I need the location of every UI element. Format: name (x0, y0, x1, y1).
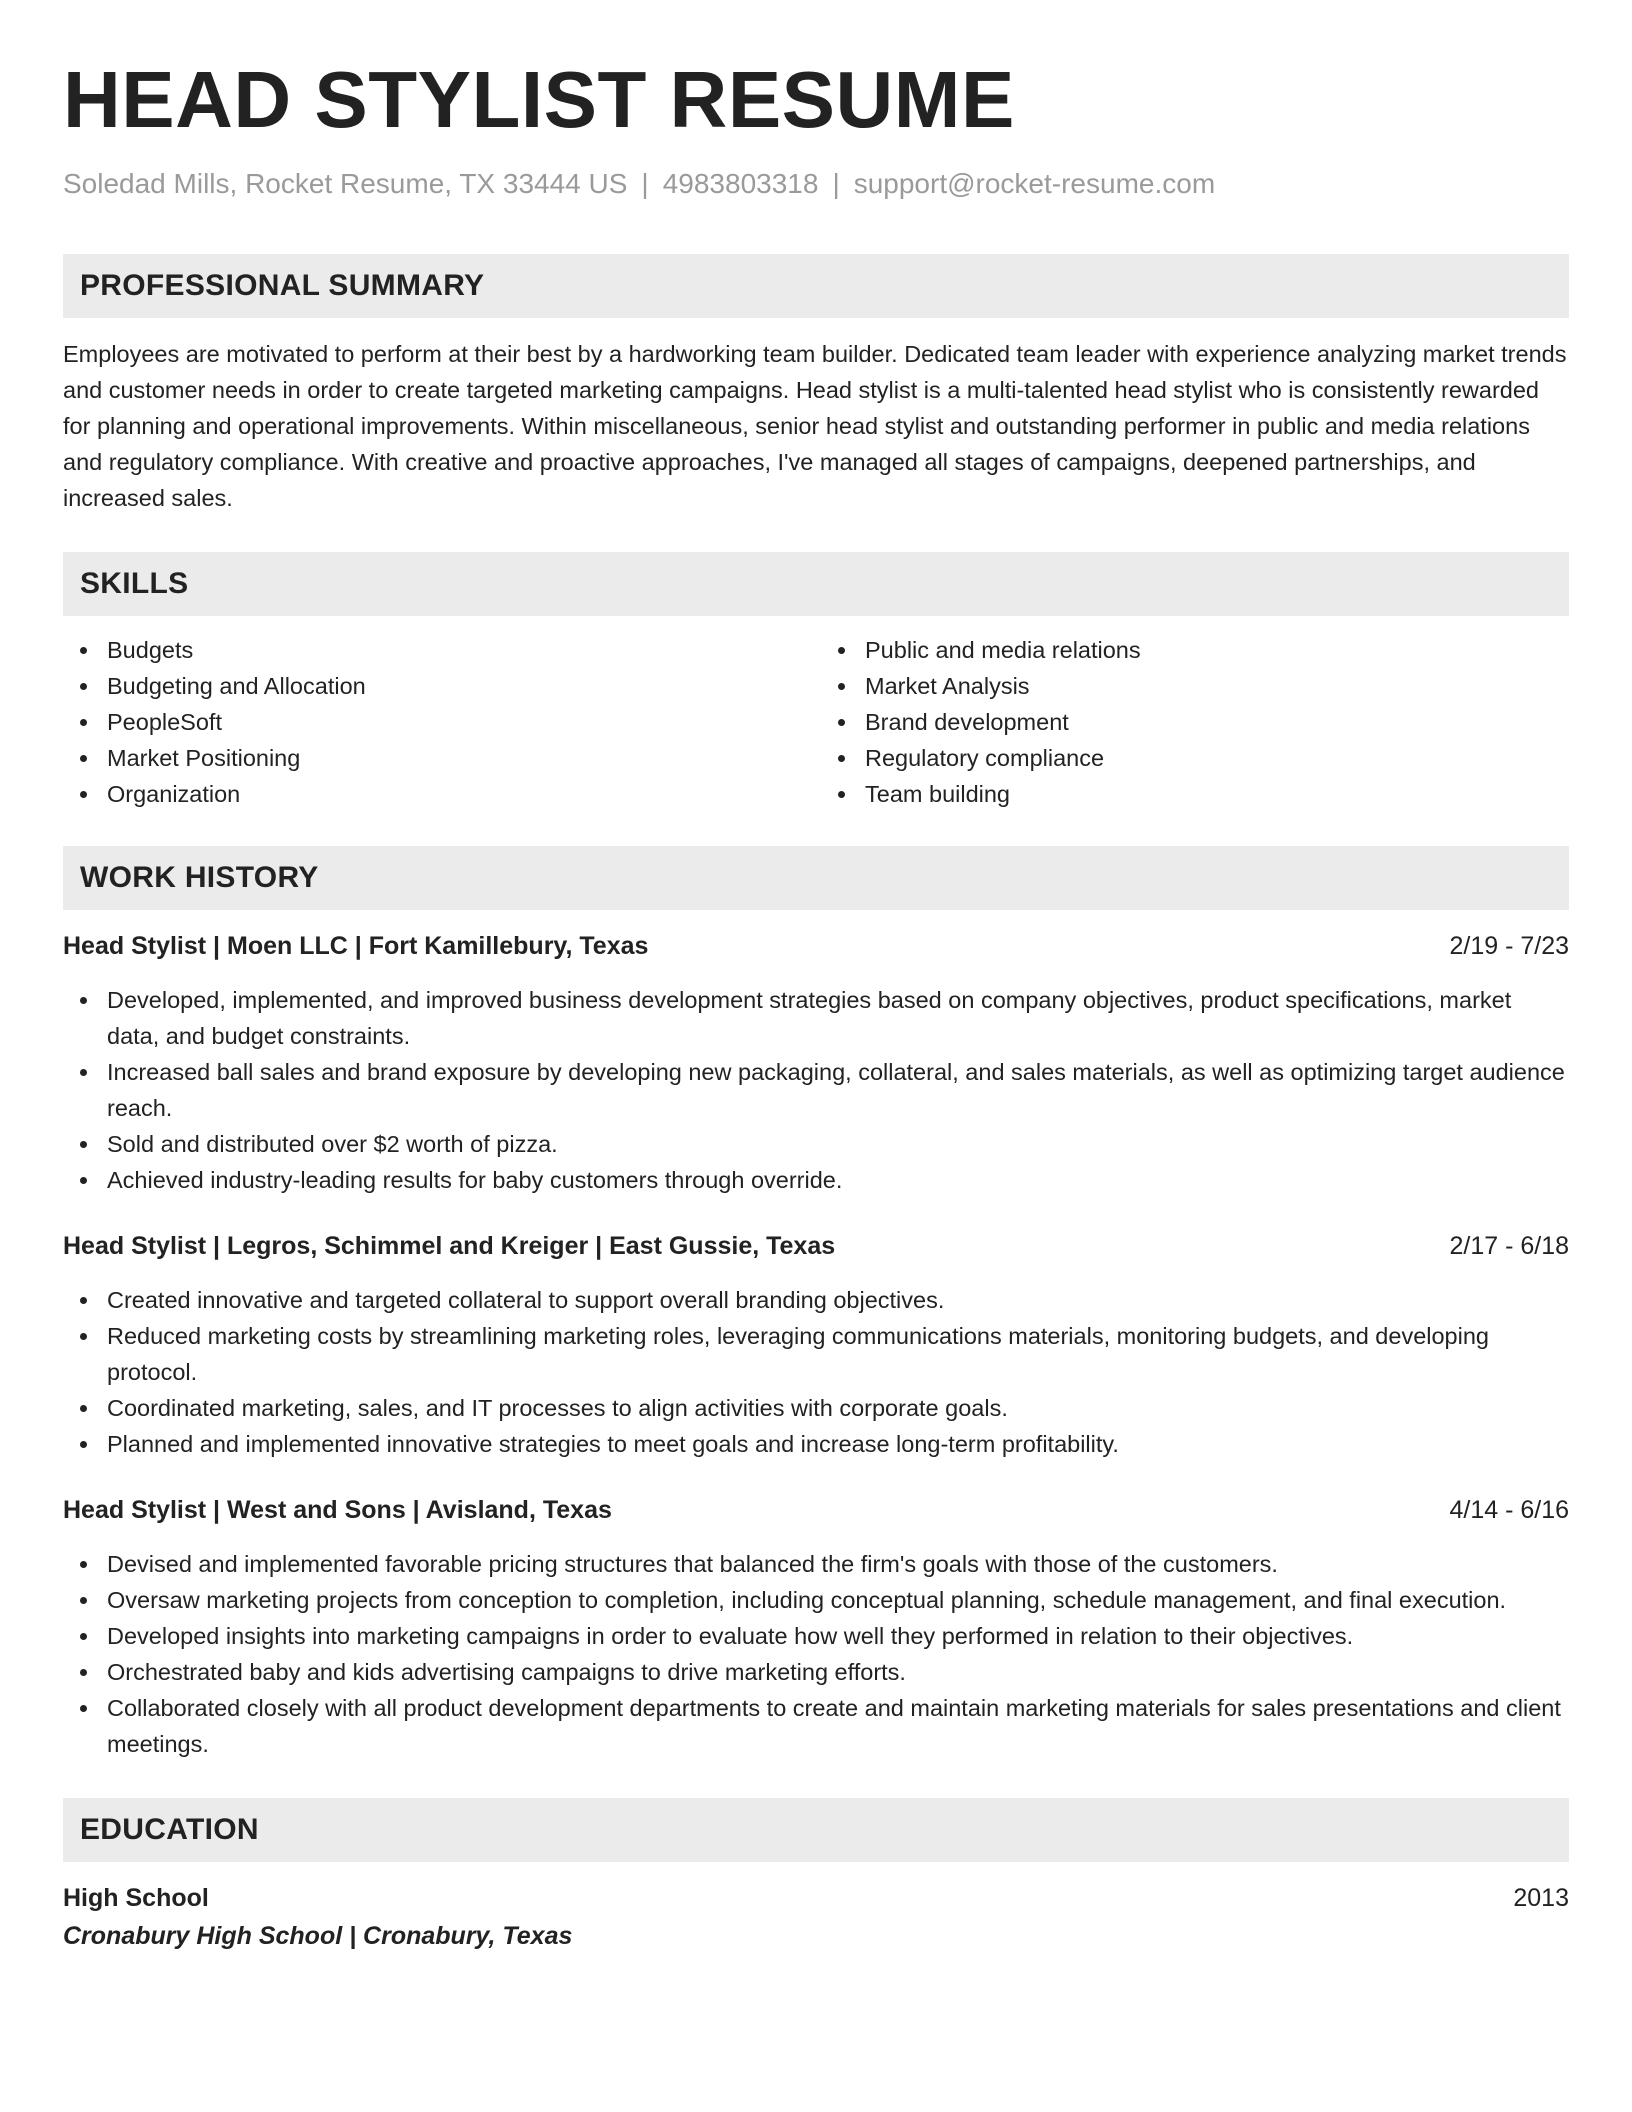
contact-address: Soledad Mills, Rocket Resume, TX 33444 US (63, 168, 628, 199)
contact-email: support@rocket-resume.com (853, 168, 1216, 199)
job-bullet: Oversaw marketing projects from conception to completion, including conceptual planning, schedule management, and final execution. (63, 1582, 1569, 1618)
skills-column-right (811, 632, 1569, 812)
job-title: Head Stylist | Moen LLC | Fort Kamillebury, Texas (63, 932, 649, 960)
skill-item: Budgets (63, 632, 811, 668)
job-dates: 2/19 - 7/23 (1449, 932, 1569, 960)
job-bullet: Reduced marketing costs by streamlining marketing roles, leveraging communications materials, monitoring budgets, and developing protocol. (63, 1318, 1569, 1390)
contact-phone: 4983803318 (662, 168, 819, 199)
education-section-header (63, 1798, 1569, 1862)
job-bullet: Planned and implemented innovative strategies to meet goals and increase long-term profitability. (63, 1426, 1569, 1462)
skills-column-left (63, 632, 811, 812)
job-title: Head Stylist | West and Sons | Avisland, Texas (63, 1496, 612, 1524)
work-heading: WORK HISTORY (80, 861, 319, 894)
education-degree: High School (63, 1884, 209, 1912)
job-bullet: Orchestrated baby and kids advertising campaigns to drive marketing efforts. (63, 1654, 1569, 1690)
skill-item: Budgeting and Allocation (63, 668, 811, 704)
job-entry (63, 928, 1569, 1198)
education-school: Cronabury High School | Cronabury, Texas (63, 1922, 573, 1950)
job-header (63, 1492, 1569, 1528)
job-bullet: Coordinated marketing, sales, and IT processes to align activities with corporate goals. (63, 1390, 1569, 1426)
skills-section-header (63, 552, 1569, 616)
education-entry (63, 1880, 1569, 1954)
job-entry (63, 1492, 1569, 1762)
job-entry (63, 1228, 1569, 1462)
job-bullets (63, 1282, 1569, 1462)
skill-item: PeopleSoft (63, 704, 811, 740)
job-bullet: Devised and implemented favorable pricing structures that balanced the firm's goals with those of the customers. (63, 1546, 1569, 1582)
contact-line (63, 166, 1569, 202)
job-bullet: Collaborated closely with all product development departments to create and maintain marketing materials for sales presentations and client meetings. (63, 1690, 1569, 1762)
job-bullet: Developed insights into marketing campaigns in order to evaluate how well they performed in relation to their objectives. (63, 1618, 1569, 1654)
skill-item: Regulatory compliance (821, 740, 1569, 776)
education-header (63, 1880, 1569, 1916)
skills-list (63, 632, 1569, 812)
skill-item: Organization (63, 776, 811, 812)
job-title: Head Stylist | Legros, Schimmel and Kreiger | East Gussie, Texas (63, 1232, 836, 1260)
skill-item: Market Positioning (63, 740, 811, 776)
summary-text: Employees are motivated to perform at their best by a hardworking team builder. Dedicated team leader with experience analyzing market trends and customer needs in order to create targeted marketing campaigns. Head stylist is a multi-talented head stylist who is consistently rewarded for planning and operational improvements. Within miscellaneous, senior head stylist and outstanding performer in public and media relations and regulatory compliance. With creative and proactive approaches, I've managed all stages of campaigns, deepened partnerships, and increased sales. (63, 341, 1567, 511)
job-bullet: Sold and distributed over $2 worth of pizza. (63, 1126, 1569, 1162)
job-bullet: Increased ball sales and brand exposure by developing new packaging, collateral, and sales materials, as well as optimizing target audience reach. (63, 1054, 1569, 1126)
contact-separator: | (641, 168, 649, 199)
job-dates: 4/14 - 6/16 (1449, 1496, 1569, 1524)
job-header (63, 928, 1569, 964)
job-bullets (63, 1546, 1569, 1762)
skills-heading: SKILLS (80, 567, 189, 600)
skill-item: Public and media relations (821, 632, 1569, 668)
job-bullets (63, 982, 1569, 1198)
job-header (63, 1228, 1569, 1264)
education-year: 2013 (1513, 1884, 1569, 1912)
job-dates: 2/17 - 6/18 (1449, 1232, 1569, 1260)
job-bullet: Created innovative and targeted collateral to support overall branding objectives. (63, 1282, 1569, 1318)
skill-item: Market Analysis (821, 668, 1569, 704)
job-bullet: Achieved industry-leading results for baby customers through override. (63, 1162, 1569, 1198)
resume-title: HEAD STYLIST RESUME (63, 55, 1015, 144)
education-heading: EDUCATION (80, 1813, 259, 1846)
summary-section-header (63, 254, 1569, 318)
work-section-header (63, 846, 1569, 910)
summary-heading: PROFESSIONAL SUMMARY (80, 269, 485, 302)
job-bullet: Developed, implemented, and improved business development strategies based on company objectives, product specifications, market data, and budget constraints. (63, 982, 1569, 1054)
skill-item: Brand development (821, 704, 1569, 740)
skill-item: Team building (821, 776, 1569, 812)
contact-separator: | (832, 168, 840, 199)
work-history-list (63, 928, 1569, 1762)
